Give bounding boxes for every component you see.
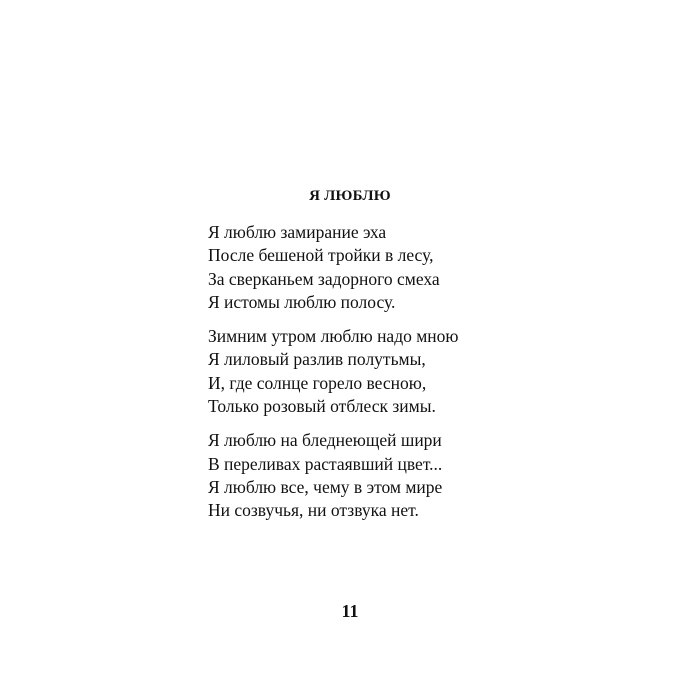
stanza-2 (208, 325, 548, 418)
poem-line: Я лиловый разлив полутьмы, (208, 349, 426, 370)
poem-line: После бешеной тройки в лесу, (208, 245, 434, 266)
poem-line: Я люблю все, чему в этом мире (208, 476, 443, 497)
poem-line: Я люблю замирание эха (208, 222, 387, 242)
page-number: 11 (341, 601, 359, 621)
stanza-1 (208, 221, 548, 314)
stanza-3 (208, 429, 548, 522)
poem-line: В переливах растаявший цвет... (208, 453, 443, 474)
poem-line: Зимним утром люблю надо мною (208, 326, 459, 347)
poem-title: Я ЛЮБЛЮ (309, 188, 391, 204)
poem-line: Я истомы люблю полосу. (208, 291, 396, 312)
poem-line: За сверканьем задорного смеха (208, 268, 440, 289)
poem-line: Я люблю на бледнеющей шири (208, 430, 442, 451)
poem-line: И, где солнце горело весною, (208, 372, 427, 393)
poem-body (208, 221, 548, 534)
poem-line: Ни созвучья, ни отзвука нет. (208, 500, 419, 521)
poem-line: Только розовый отблеск зимы. (208, 396, 436, 417)
